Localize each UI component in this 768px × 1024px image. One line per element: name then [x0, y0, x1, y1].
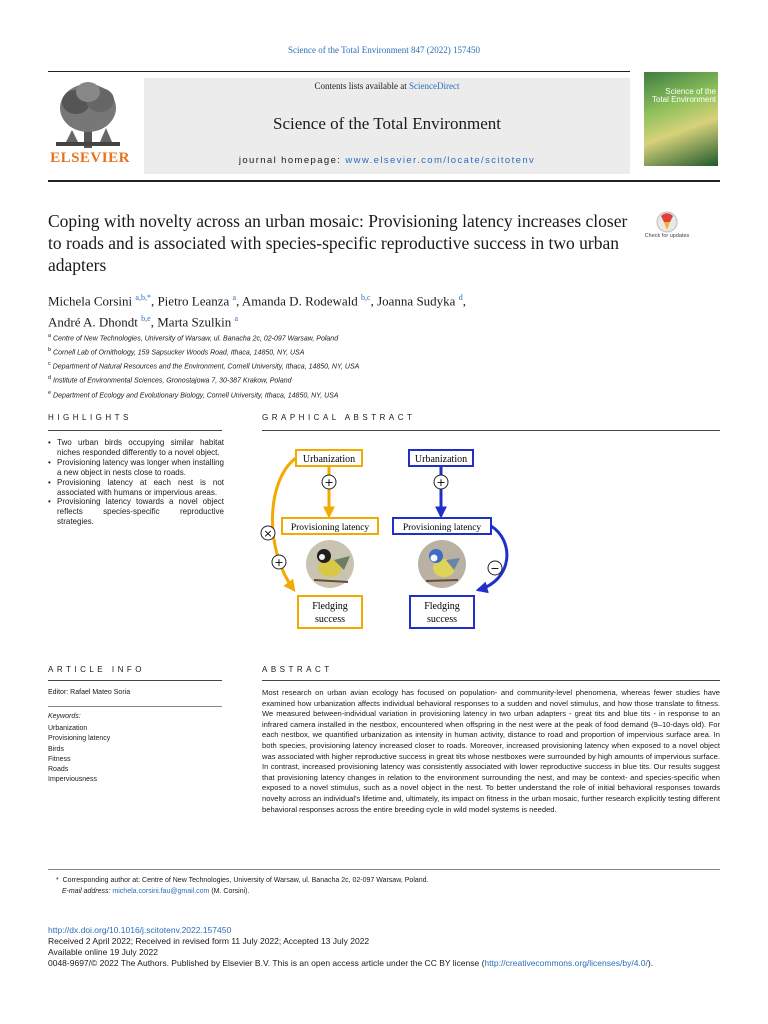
- highlight-item: • Provisioning latency at each nest is not associated with humans or impervious areas.: [48, 478, 224, 498]
- affiliation-key: b: [48, 347, 52, 354]
- author-name[interactable]: Michela Corsini: [48, 293, 133, 309]
- affiliation-item: [48, 388, 648, 402]
- right-provisioning-label: Provisioning latency: [402, 523, 482, 533]
- header-rule: [48, 71, 630, 72]
- publication-info: [48, 925, 728, 969]
- great-tit-photo: [306, 540, 354, 588]
- check-for-updates-icon[interactable]: [646, 210, 688, 250]
- author-name[interactable]: Marta Szulkin: [157, 314, 232, 330]
- email-note: [56, 887, 716, 898]
- left-provisioning-label: Provisioning latency: [290, 523, 370, 533]
- corresponding-mark: *: [56, 877, 59, 884]
- license-line: [48, 958, 728, 969]
- journal-cover-title: Science of the Total Environment: [651, 87, 716, 104]
- author-name[interactable]: Pietro Leanza: [157, 293, 230, 309]
- footnotes: [56, 876, 716, 897]
- right-fledging-label-1: Fledging: [424, 601, 460, 612]
- abstract-rule: [262, 680, 720, 681]
- affiliation-text: Department of Ecology and Evolutionary Biology, Cornell University, Ithaca, 14850, NY, USA: [53, 391, 339, 399]
- license-suffix: ).: [647, 958, 654, 968]
- article-title: Coping with novelty across an urban mosaic: Provisioning latency increases closer to roads and is associated with species-specific reproductive success in two urban adapters: [48, 211, 628, 275]
- graphical-abstract-rule: [262, 430, 720, 431]
- affiliation-item: [48, 331, 648, 345]
- graphical-abstract-heading: GRAPHICAL ABSTRACT: [262, 413, 416, 422]
- keyword-item: Provisioning latency: [48, 735, 111, 743]
- affiliation-key: d: [48, 375, 52, 382]
- affiliation-key: a: [48, 333, 52, 339]
- author-affiliation-mark[interactable]: a,b,*: [135, 293, 151, 302]
- header-thick-rule: [48, 180, 720, 182]
- doi-link[interactable]: http://dx.doi.org/10.1016/j.scitotenv.2022.157450: [48, 925, 232, 935]
- article-info-rule: [48, 680, 222, 681]
- affiliation-item: [48, 373, 648, 387]
- elsevier-wordmark: ELSEVIER: [50, 150, 130, 166]
- highlights-heading: HIGHLIGHTS: [48, 413, 132, 422]
- contents-prefix: Contents lists available at: [314, 81, 409, 91]
- author-name[interactable]: Joanna Sudyka: [377, 293, 456, 309]
- highlight-item: • Two urban birds occupying similar habitat niches responded differently to a novel object.: [48, 438, 224, 458]
- keyword-item: Fitness: [48, 755, 71, 763]
- email-label: E-mail address:: [61, 887, 113, 895]
- keyword-item: Roads: [48, 766, 69, 774]
- homepage-link[interactable]: www.elsevier.com/locate/scitotenv: [345, 155, 536, 166]
- corresponding-text: Corresponding author at: Centre of New Technologies, University of Warsaw, ul. Banacha 2c, 02-097 Warsaw, Poland.: [62, 877, 429, 884]
- keyword-item: Urbanization: [48, 725, 88, 732]
- sciencedirect-link[interactable]: ScienceDirect: [409, 81, 460, 91]
- keyword-item: Birds: [48, 745, 64, 753]
- keyword-list: [48, 724, 110, 786]
- author-list: Michela Corsini $^{a,b,*}$, Pietro Leanza $^a$, Amanda D. Rodewald $^{b,c}$, Joanna Sudyka $^d$, André A. Dhondt $^{b,e}$, Marta Szulkin $^a$: [48, 293, 466, 330]
- author-affiliation-mark[interactable]: b,c: [361, 293, 371, 302]
- abstract-heading: ABSTRACT: [262, 665, 333, 674]
- affiliation-key: e: [48, 389, 52, 396]
- right-top-sign: +: [436, 476, 446, 489]
- homepage-prefix: journal homepage:: [238, 155, 346, 166]
- abstract-text: Most research on urban avian ecology has focused on population- and community-level phenomena, whereas fewer studies have examined how urbanization affects individual behavioral responses to a sudden and novel stimulus, and how those translate to fitness. We measured between-individual variation in provisioning latency in two urban adapters - great tits and blue tits - in response to an infrared camera installed in the nestbox, encountered when offspring in the nest were at the peak of food demand (9–10-days old). For each nestbox, we quantified urbanization as intensity in human activity, distance to road and proportion of impervious surface area. In both species, provisioning latency increased closer to roads. Moreover, increased provisioning latency when exposed to a novel object was associated with higher reproductive success in great tits whose nestboxes were surrounded by high amounts of impervious surface. In contrast, increased provisioning latency was consistently associated with lower reproductive success in blue tits. Our results suggest that provisioning latency changes in relation to the environment surrounding the nest, and may be context- and species-specific when exposed to a novel stimulus, such as a novel object in the nest. To better understand the role of initial behavioral responses towards novelty across an individual's lifetime and, ultimately, its impact on fitness in the urban mosaic, further research explicitly testing different behavioral responses across the entire breeding cycle in wild model systems is needed.: [262, 688, 720, 814]
- highlight-item: • Provisioning latency towards a novel object reflects species-specific reproductive strategies.: [48, 497, 224, 527]
- right-provisioning-arrow: [478, 526, 507, 590]
- author-name[interactable]: Amanda D. Rodewald: [241, 293, 358, 309]
- affiliation-item: [48, 359, 648, 373]
- author-name[interactable]: André A. Dhondt: [48, 314, 138, 330]
- author-affiliation-mark[interactable]: d: [458, 293, 463, 302]
- email-suffix: (M. Corsini).: [209, 887, 250, 895]
- highlights-list: [48, 438, 224, 527]
- journal-reference-link[interactable]: Science of the Total Environment 847 (2022) 157450: [288, 45, 480, 55]
- affiliation-text: Centre of New Technologies, University of Warsaw, ul. Banacha 2c, 02-097 Warsaw, Poland: [53, 335, 339, 343]
- license-link[interactable]: http://creativecommons.org/licenses/by/4.0/: [484, 958, 648, 968]
- keywords-heading: Keywords:: [48, 713, 81, 720]
- graphical-abstract-diagram[interactable]: [258, 440, 518, 640]
- left-top-sign: +: [324, 476, 334, 489]
- contents-line: [144, 81, 630, 91]
- left-lower-sign: +: [274, 556, 284, 569]
- right-fledging-label-2: success: [427, 614, 457, 625]
- author-affiliation-mark[interactable]: a: [234, 314, 239, 324]
- available-online: Available online 19 July 2022: [48, 947, 158, 957]
- article-info-heading: ARTICLE INFO: [48, 665, 145, 674]
- affiliation-list: [48, 331, 648, 402]
- license-prefix: 0048-9697/© 2022 The Authors. Published by Elsevier B.V. This is an open access article under the CC BY license (: [48, 958, 485, 968]
- received-dates: Received 2 April 2022; Received in revised form 11 July 2022; Accepted 13 July 2022: [48, 936, 370, 946]
- affiliation-text: Department of Natural Resources and the Environment, Cornell University, Ithaca, 14850, NY, USA: [52, 363, 360, 371]
- right-side-sign: −: [490, 562, 500, 575]
- left-side-sign: ×: [263, 527, 273, 540]
- blue-tit-photo: [418, 540, 466, 588]
- affiliation-key: c: [48, 361, 51, 368]
- article-info-rule-2: [48, 706, 222, 707]
- homepage-line: [144, 155, 630, 166]
- author-affiliation-mark[interactable]: a: [232, 293, 237, 302]
- affiliation-text: Cornell Lab of Ornithology, 159 Sapsucker Woods Road, Ithaca, 14850, NY, USA: [53, 349, 305, 357]
- editor-line: Editor: Rafael Mateo Soria: [48, 689, 131, 696]
- footnote-rule: [48, 869, 720, 870]
- keyword-item: Imperviousness: [48, 776, 98, 784]
- affiliation-text: Institute of Environmental Sciences, Gronostajowa 7, 30-387 Krakow, Poland: [53, 377, 292, 385]
- left-fledging-label-1: Fledging: [312, 601, 348, 612]
- highlights-rule: [48, 430, 222, 431]
- author-affiliation-mark[interactable]: b,e: [141, 314, 151, 324]
- left-fledging-label-2: success: [315, 614, 345, 625]
- highlight-item: • Provisioning latency was longer when installing a new object in nests close to roads.: [48, 458, 224, 478]
- left-urbanization-label: Urbanization: [302, 454, 356, 465]
- right-urbanization-label: Urbanization: [414, 454, 468, 465]
- affiliation-item: [48, 345, 648, 359]
- email-link[interactable]: michela.corsini.fau@gmail.com: [112, 887, 210, 895]
- journal-title: Science of the Total Environment: [273, 114, 501, 133]
- check-for-updates-label: Check for updates: [644, 233, 690, 239]
- corresponding-author-note: [56, 876, 716, 887]
